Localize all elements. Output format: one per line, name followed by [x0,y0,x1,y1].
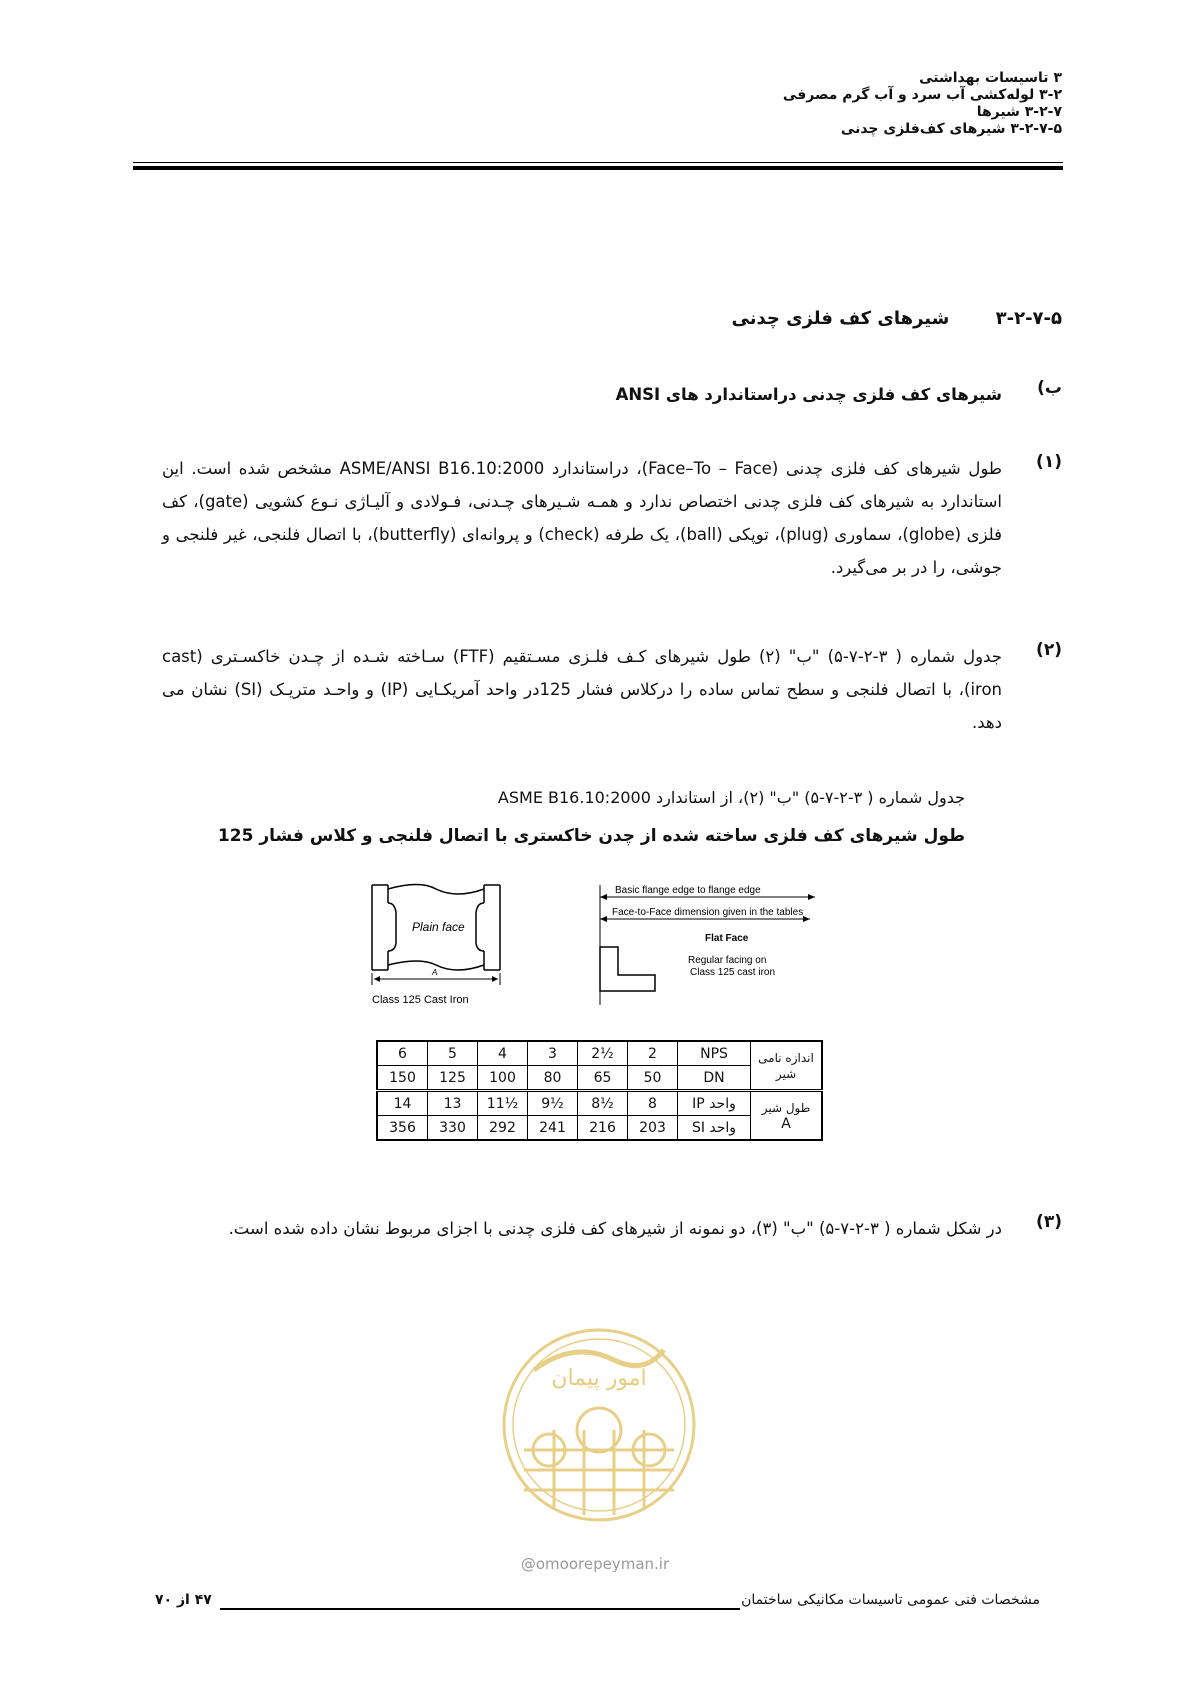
paragraph-3-marker: (۳) [1036,1212,1062,1232]
header-subsection: ۳-۲-۷ شیرها [976,104,1062,120]
table-cell: 292 [478,1116,528,1141]
table-cell: 9½ [528,1091,578,1116]
class-label: Class 125 Cast Iron [372,994,469,1006]
subheading-b-marker: ب) [1037,378,1062,398]
table-cell: 330 [428,1116,478,1141]
header-section: ۳-۲ لوله‌کشی آب سرد و آب گرم مصرفی [782,87,1062,103]
table-cell: 14 [377,1091,428,1116]
table-cell: 4 [478,1041,528,1066]
table-cell: 2½ [578,1041,628,1066]
table-cell: 50 [628,1066,678,1091]
regular-facing-line2: Class 125 cast iron [690,967,776,978]
omoorepeyman-logo-watermark [494,1310,704,1560]
header-rule-thick [133,166,1063,170]
header-rule-thin [133,162,1063,163]
logo-text: امور پیمان [551,1366,647,1391]
paragraph-1 [162,452,1062,584]
table-cell: 100 [478,1066,528,1091]
subheading-b-text: شیرهای کف فلزی چدنی دراستاندارد های ANSI [615,385,1002,404]
section-title: شیرهای کف فلزی چدنی [731,308,950,329]
table-cell: 203 [628,1116,678,1141]
size-label: اندازه نامی شیر [751,1041,823,1091]
flat-face-label: Flat Face [705,933,749,944]
paragraph-2-marker: (۲) [1036,640,1062,660]
table-row-nps [377,1041,822,1066]
table-cell: 8 [628,1091,678,1116]
footer-page-number: ۴۷ از ۷۰ [155,1592,212,1608]
footer-rule [220,1608,740,1610]
length-letter: A [781,1115,791,1132]
length-label: طول شیر [761,1100,811,1115]
table-caption: جدول شماره ( ۳-۲-۷-۵) "ب" (۲)، از استاندارد ASME B16.10:2000 [497,788,965,807]
table-cell: 150 [377,1066,428,1091]
unit-nps: NPS [678,1041,751,1066]
table-title: طول شیرهای کف فلزی ساخته شده از چدن خاکستری با اتصال فلنجی و کلاس فشار 125 [217,826,965,846]
paragraph-3-text: در شکل شماره ( ۳-۲-۷-۵) "ب" (۳)، دو نمونه از شیرهای کف فلزی چدنی با اجزای مربوط نشان داده شده است. [228,1219,1002,1238]
unit-si: SI واحد [678,1116,751,1141]
table-cell: 216 [578,1116,628,1141]
table-cell: 11½ [478,1091,528,1116]
footer-book-title: مشخصات فنی عمومی تاسیسات مکانیکی ساختمان [741,1592,1040,1608]
table-cell: 8½ [578,1091,628,1116]
table-cell: 80 [528,1066,578,1091]
page-header [783,70,1062,138]
section-heading [732,308,1063,329]
length-label-cell [751,1091,823,1141]
table-cell: 2 [628,1041,678,1066]
table-cell: 6 [377,1041,428,1066]
ftf-dimension-label: Face-to-Face dimension given in the tables [612,907,804,918]
dimension-letter: A [432,968,438,977]
table-cell: 13 [428,1091,478,1116]
website-watermark: @omoorepeyman.ir [520,1555,670,1573]
unit-ip: IP واحد [678,1091,751,1116]
paragraph-2-text: جدول شماره ( ۳-۲-۷-۵) "ب" (۲) طول شیرهای کـف فلـزی مسـتقیم (FTF) سـاخته شـده از چـدن خاکسـتری (cast iron)، با اتصال فلنجی و سطح تماس ساده را درکلاس فشار 125در واحد آمریکـایی (IP) و واحـد متریـک (SI) نشان می دهد. [162,647,1002,732]
unit-dn: DN [678,1066,751,1091]
section-number: ۳-۲-۷-۵ [995,308,1062,329]
basic-flange-label: Basic flange edge to flange edge [615,885,761,896]
paragraph-1-marker: (۱) [1036,452,1062,472]
table-cell: 65 [578,1066,628,1091]
header-topic: ۳-۲-۷-۵ شیرهای کف‌فلزی چدنی [840,121,1062,137]
subheading-b [162,378,1062,411]
valve-length-table [376,1040,823,1141]
paragraph-2 [162,640,1062,739]
flange-detail-drawing [600,885,815,1005]
paragraph-1-text: طول شیرهای کف فلزی چدنی (Face–To – Face)، دراستاندارد ASME/ANSI B16.10:2000 مشخص شده است. این استاندارد به شیرهای کف فلزی چدنی اختصاص ندارد و همـه شـیرهای چـدنی، فـولادی و آلیـاژی نـوع کشویی (gate)، کف فلزی (globe)، سماوری (plug)، توپکی (ball)، یک طرفه (check) و پروانه‌ای (butterfly)، با اتصال فلنجی، غیر فلنجی و جوشی، را در بر می‌گیرد. [162,459,1003,577]
table-row-ip [377,1091,822,1116]
table-cell: 5 [428,1041,478,1066]
header-chapter: ۳ تاسیسات بهداشتی [919,70,1062,86]
table-cell: 125 [428,1066,478,1091]
table-cell: 241 [528,1116,578,1141]
regular-facing-line1: Regular facing on [688,955,767,966]
paragraph-3 [162,1212,1062,1245]
plain-face-label: Plain face [412,920,465,934]
table-cell: 356 [377,1116,428,1141]
valve-dimension-figure [360,875,860,1035]
table-cell: 3 [528,1041,578,1066]
